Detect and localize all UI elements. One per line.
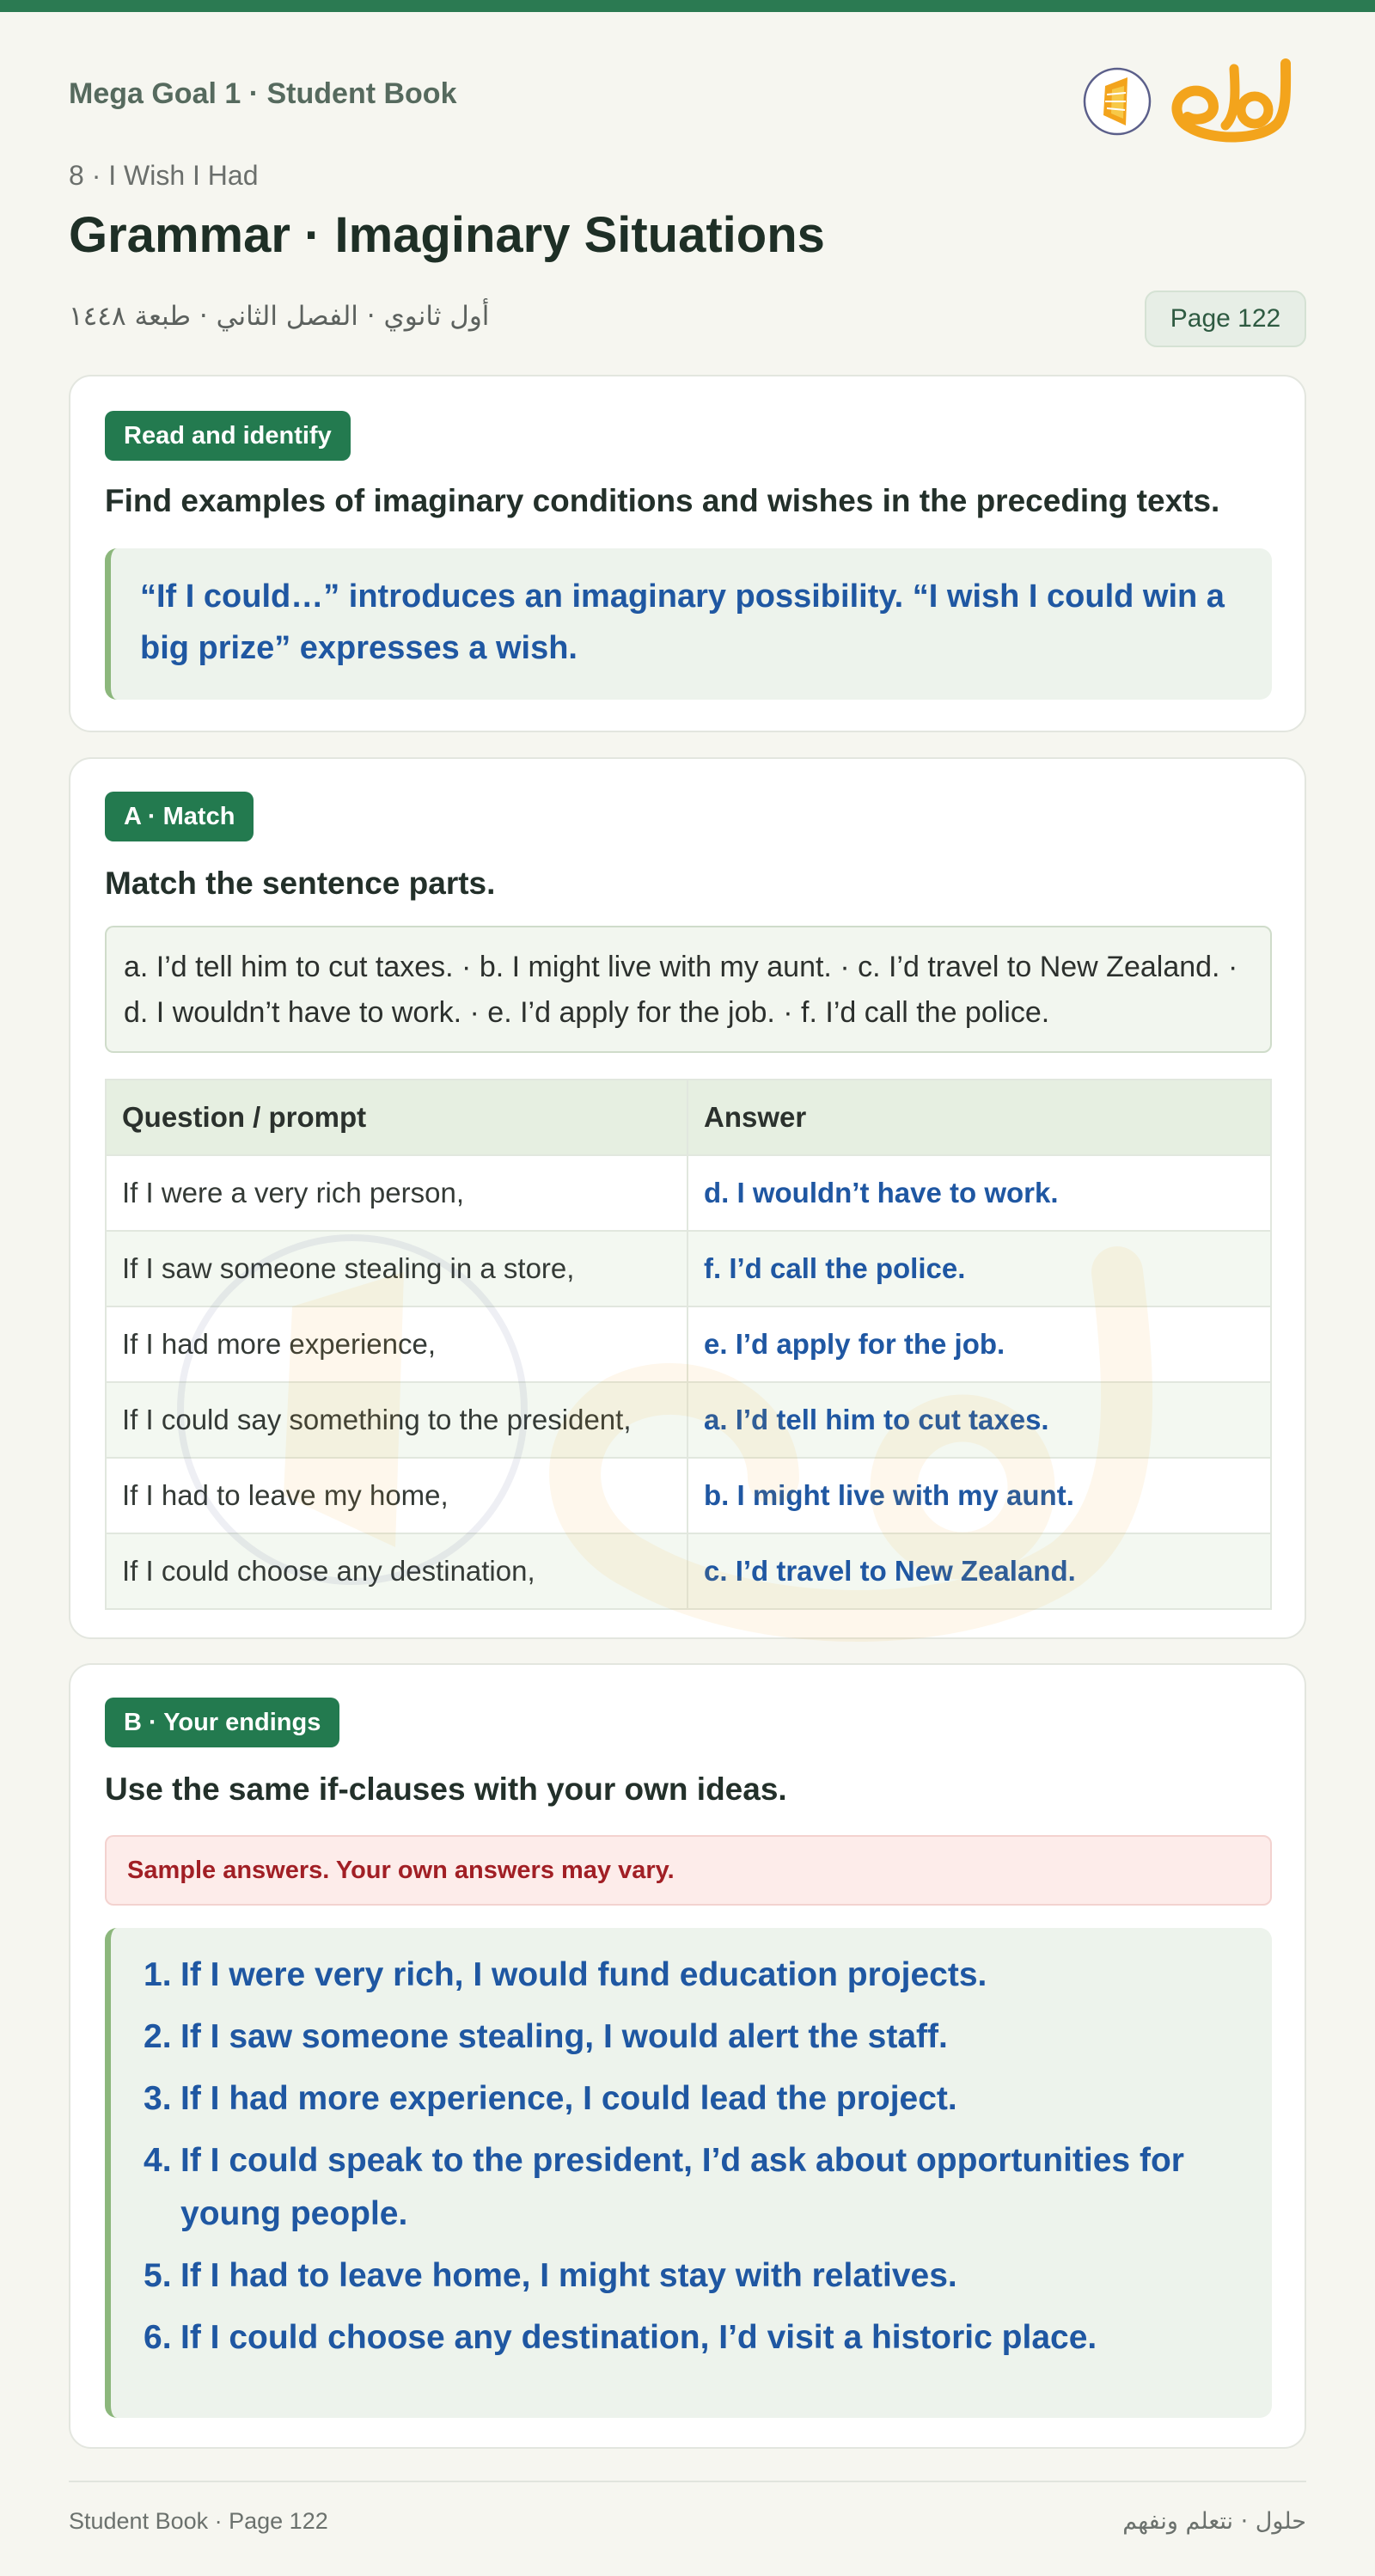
page-header bbox=[69, 52, 1306, 111]
list-item: 5. If I had to leave home, I might stay with relatives. bbox=[144, 2257, 957, 2294]
answer-cell: b. I might live with my aunt. bbox=[688, 1458, 1271, 1533]
match-table bbox=[105, 1079, 1272, 1610]
chapter-label: 8 · I Wish I Had bbox=[69, 160, 259, 191]
section-badge: Read and identify bbox=[105, 411, 351, 461]
table-row bbox=[106, 1458, 1271, 1533]
list-item: 6. If I could choose any destination, I’d visit a historic place. bbox=[144, 2319, 1097, 2356]
column-header-question: Question / prompt bbox=[106, 1080, 688, 1155]
prompt-cell: If I were a very rich person, bbox=[106, 1155, 688, 1231]
list-item: 4. If I could speak to the president, I’d ask about opportunities for young people. bbox=[144, 2142, 1184, 2232]
sample-answers-notice: Sample answers. Your own answers may vary. bbox=[105, 1835, 1272, 1906]
prompt-cell: If I could choose any destination, bbox=[106, 1533, 688, 1609]
answer-callout bbox=[105, 548, 1272, 700]
book-title: Mega Goal 1 · Student Book bbox=[69, 77, 457, 110]
section-instruction: Find examples of imaginary conditions and wishes in the preceding texts. bbox=[105, 483, 1220, 518]
answer-cell: e. I’d apply for the job. bbox=[688, 1306, 1271, 1382]
footer-brand-text: حلول · نتعلم ونفهم bbox=[1122, 2508, 1306, 2535]
match-card bbox=[69, 757, 1306, 1639]
table-row bbox=[106, 1231, 1271, 1306]
answer-cell: f. I’d call the police. bbox=[688, 1231, 1271, 1306]
list-item: 1. If I were very rich, I would fund education projects. bbox=[144, 1956, 987, 1993]
answer-cell: c. I’d travel to New Zealand. bbox=[688, 1533, 1271, 1609]
table-row bbox=[106, 1306, 1271, 1382]
section-badge: B · Your endings bbox=[105, 1698, 339, 1747]
read-identify-card bbox=[69, 375, 1306, 732]
section-instruction: Use the same if-clauses with your own ideas. bbox=[105, 1771, 787, 1807]
table-row bbox=[106, 1533, 1271, 1609]
list-item: 3. If I had more experience, I could lead the project. bbox=[144, 2080, 957, 2117]
answer-text: “If I could…” introduces an imaginary possibility. “I wish I could win a big prize” expresses a wish. bbox=[140, 578, 1225, 666]
column-header-answer: Answer bbox=[688, 1080, 1271, 1155]
answer-cell: d. I wouldn’t have to work. bbox=[688, 1155, 1271, 1231]
top-accent-bar bbox=[0, 0, 1375, 12]
footer-page-label: Student Book · Page 122 bbox=[69, 2508, 328, 2534]
prompt-cell: If I had more experience, bbox=[106, 1306, 688, 1382]
hulul-logo-icon bbox=[1083, 52, 1306, 146]
table-row bbox=[106, 1382, 1271, 1458]
answer-cell: a. I’d tell him to cut taxes. bbox=[688, 1382, 1271, 1458]
sample-answers-list bbox=[105, 1928, 1272, 2418]
grade-term-edition: أول ثانوي · الفصل الثاني · طبعة ١٤٤٨ bbox=[69, 301, 490, 332]
table-header-row bbox=[106, 1080, 1271, 1155]
prompt-cell: If I could say something to the president, bbox=[106, 1382, 688, 1458]
table-row bbox=[106, 1155, 1271, 1231]
footer-divider bbox=[69, 2481, 1306, 2482]
section-badge: A · Match bbox=[105, 792, 254, 841]
page-title: Grammar · Imaginary Situations bbox=[69, 207, 825, 263]
list-item: 2. If I saw someone stealing, I would alert the staff. bbox=[144, 2018, 948, 2055]
prompt-cell: If I saw someone stealing in a store, bbox=[106, 1231, 688, 1306]
prompt-cell: If I had to leave my home, bbox=[106, 1458, 688, 1533]
section-instruction: Match the sentence parts. bbox=[105, 866, 496, 901]
endings-card bbox=[69, 1663, 1306, 2449]
page-number-badge: Page 122 bbox=[1145, 291, 1306, 347]
match-options-box: a. I’d tell him to cut taxes. · b. I might live with my aunt. · c. I’d travel to New Zealand. · d. I wouldn’t have to work. · e. I’d apply for the job. · f. I’d call the police. bbox=[105, 926, 1272, 1053]
